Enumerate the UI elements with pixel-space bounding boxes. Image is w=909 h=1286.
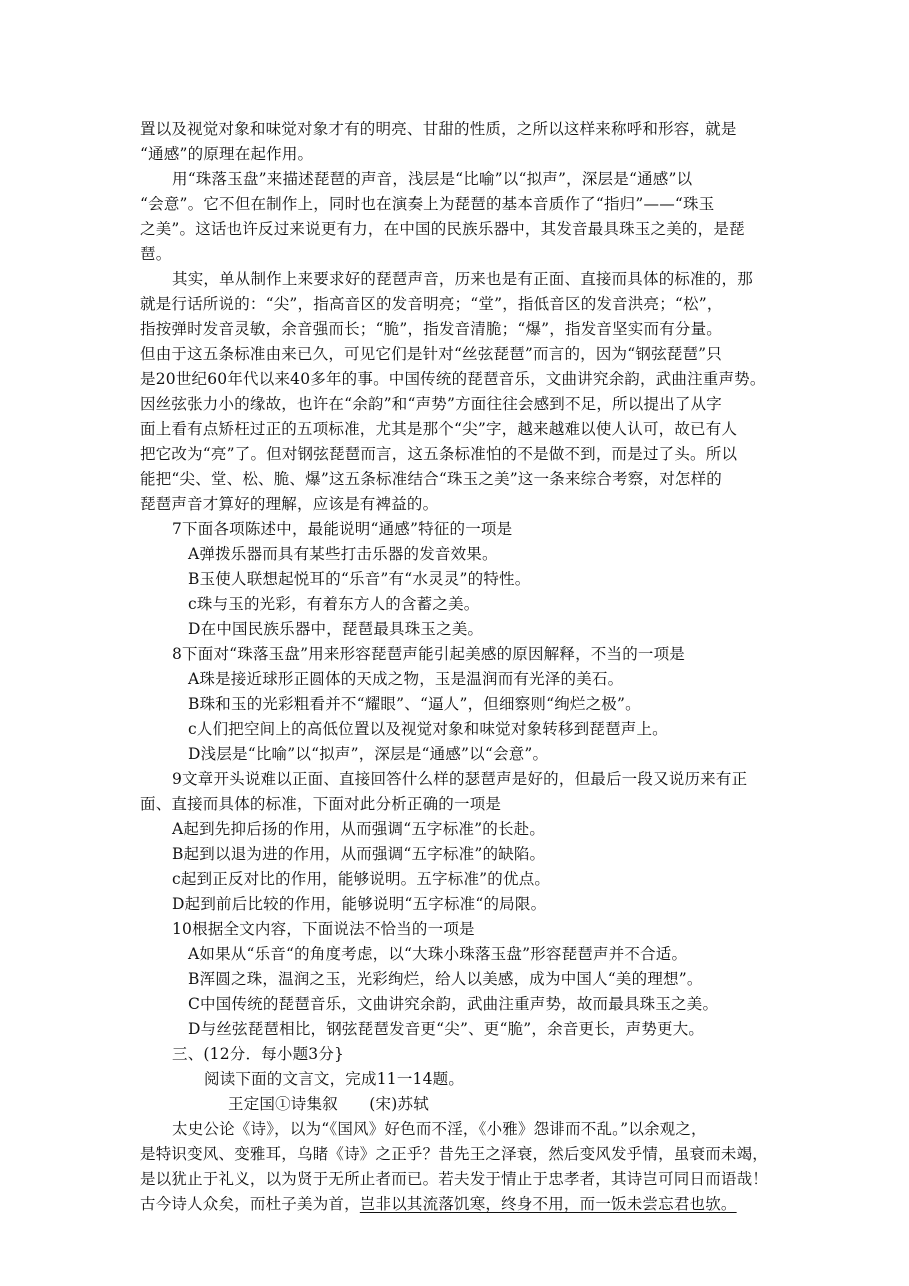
option-line: B起到以退为进的作用，从而强调“五字标准”的缺陷。 bbox=[172, 845, 546, 863]
option-line: B珠和玉的光彩粗看并不“耀眼”、“逼人”，但细察则“绚烂之极”。 bbox=[188, 695, 641, 713]
paragraph-line: 面上看有点矫枉过正的五项标准，尤其是那个“尖”字，越来越难以使人认可，故已有人 bbox=[140, 420, 738, 438]
classical-passage-line: 是以犹止于礼义，以为贤于无所止者而已。若夫发于情止于忠孝者，其诗岂可同日而语哉！ bbox=[140, 1170, 769, 1188]
option-line: c起到正反对比的作用，能够说明。五字标准”的优点。 bbox=[172, 870, 551, 888]
option-line: D起到前后比较的作用，能够说明“五字标准“的局限。 bbox=[172, 895, 547, 913]
option-line: D在中国民族乐器中，琵琶最具珠玉之美。 bbox=[188, 620, 484, 638]
paragraph-line: 置以及视觉对象和味觉对象才有的明亮、甘甜的性质，之所以这样来称呼和形容，就是 bbox=[140, 120, 737, 138]
question-10: 10根据全文内容，下面说法不恰当的一项是 bbox=[172, 920, 475, 938]
paragraph-line: “通感”的原理在起作用。 bbox=[140, 145, 314, 163]
option-line: B浑圆之珠，温润之玉，光彩绚烂，给人以美感，成为中国人“美的理想”。 bbox=[188, 970, 703, 988]
instruction-line: 阅读下面的文言文，完成11一14题。 bbox=[204, 1070, 465, 1088]
option-line: c珠与玉的光彩，有着东方人的含蓄之美。 bbox=[188, 595, 480, 613]
option-line: A起到先抑后扬的作用，从而强调“五字标准”的长赴。 bbox=[172, 820, 546, 838]
classical-passage-line: 是特识变风、变雅耳，乌睹《诗》之正乎？昔先王之泽衰，然后变风发乎情，虽衰而未竭， bbox=[140, 1145, 769, 1163]
option-line: D与丝弦琵琶相比，钢弦琵琶发音更“尖”、更“脆”，余音更长，声势更大。 bbox=[188, 1020, 705, 1038]
question-9: 9文章开头说难以正面、直接回答什么样的瑟琶声是好的，但最后一段又说历来有正 bbox=[172, 770, 748, 788]
option-line: A珠是接近球形正圆体的天成之物，玉是温润而有光泽的美石。 bbox=[188, 670, 624, 688]
paragraph-line: 把它改为“亮”了。但对钢弦琵琶而言，这五条标准怕的不是做不到，而是过了头。所以 bbox=[140, 445, 738, 463]
passage-title: 王定国①诗集叙 (宋)苏轼 bbox=[228, 1095, 429, 1113]
classical-passage-line bbox=[140, 1193, 737, 1215]
paragraph-line: 但由于这五条标准由来已久，可见它们是针对“丝弦琵琶”而言的，因为“钢弦琵琶”只 bbox=[140, 345, 722, 363]
question-9-cont: 面、直接而具体的标准，下面对此分析正确的一项是 bbox=[140, 795, 502, 813]
option-line: A如果从“乐音“的角度考虑，以“大珠小珠落玉盘”形容琵琶声并不合适。 bbox=[188, 945, 688, 963]
paragraph-line: 用“珠落玉盘”来描述琵琶的声音，浅层是“比喻”以“拟声”，深层是“通感”以 bbox=[172, 170, 693, 188]
passage-text: 古今诗人众矣，而杜子美为首， bbox=[140, 1195, 360, 1213]
classical-passage-line: 太史公论《诗》，以为“《国风》好色而不淫，《小雅》怨诽而不乱。”以余观之， bbox=[172, 1120, 707, 1138]
option-line: C中国传统的琵琶音乐，文曲讲究余韵，武曲注重声势，故而最具珠玉之美。 bbox=[188, 995, 719, 1013]
paragraph-line: 因丝弦张力小的缘故，也许在“余韵”和“声势”方面往往会感到不足，所以提出了从字 bbox=[140, 395, 722, 413]
paragraph-line: 琵琶声音才算好的理解，应该是有裨益的。 bbox=[140, 495, 439, 513]
paragraph-line: 能把“尖、堂、松、脆、爆”这五条标准结合“珠玉之美”这一条来综合考察，对怎样的 bbox=[140, 470, 722, 488]
paragraph-line: “会意”。它不但在制作上，同时也在演奏上为琵琶的基本音质作了“指归”——“珠玉 bbox=[140, 195, 715, 213]
option-line: B玉使人联想起悦耳的“乐音”有“水灵灵”的特性。 bbox=[188, 570, 531, 588]
question-8: 8下面对“珠落玉盘”用来形容琵琶声能引起美感的原因解释，不当的一项是 bbox=[172, 645, 686, 663]
section-heading: 三、(12分．每小题3分} bbox=[172, 1045, 345, 1063]
paragraph-line: 就是行话所说的：“尖”，指高音区的发音明亮；“堂”，指低音区的发音洪亮；“松”， bbox=[140, 295, 723, 313]
question-7: 7下面各项陈述中，最能说明“通感”特征的一项是 bbox=[172, 520, 513, 538]
paragraph-line: 其实，单从制作上来要求好的琵琶声音，历来也是有正面、直接而具体的标准的，那 bbox=[172, 270, 753, 288]
option-line: A弹拨乐器而具有某些打击乐器的发音效果。 bbox=[188, 545, 498, 563]
underlined-sentence: 岂非以其流落饥寒，终身不用，而一饭未尝忘君也欤。 bbox=[359, 1195, 737, 1213]
paragraph-line: 指按弹时发音灵敏，余音强而长；“脆”，指发音清脆；“爆”，指发音坚实而有分量。 bbox=[140, 320, 722, 338]
paragraph-line: 琶。 bbox=[140, 245, 172, 263]
paragraph-line: 之美”。这话也许反过来说更有力，在中国的民族乐器中，其发音最具珠玉之美的，是琵 bbox=[140, 220, 745, 238]
option-line: c人们把空间上的高低位置以及视觉对象和味觉对象转移到琵琶声上。 bbox=[188, 720, 668, 738]
paragraph-line: 是20世纪60年代以来40多年的事。中国传统的琵琶音乐，文曲讲究余韵，武曲注重声势。 bbox=[140, 370, 766, 388]
option-line: D浅层是“比喻”以“拟声”，深层是“通感”以“会意”。 bbox=[188, 745, 549, 763]
